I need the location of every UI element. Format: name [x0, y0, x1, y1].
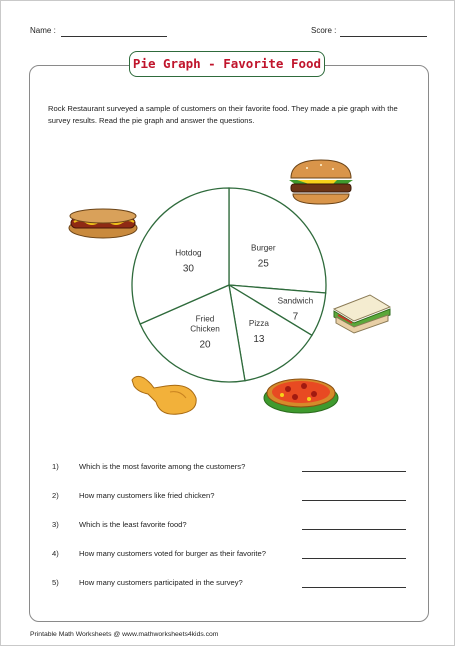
slice-category-label: Chicken	[190, 324, 220, 334]
question-number: 1)	[52, 462, 59, 471]
intro-text: Rock Restaurant surveyed a sample of customers on their favorite food. They made a pie graph with the survey results. Read the pie graph and answer the questions.	[48, 104, 398, 125]
sandwich-icon	[330, 291, 394, 337]
answer-line[interactable]	[302, 500, 406, 501]
question-number: 4)	[52, 549, 59, 558]
slice-category-label: Hotdog	[175, 248, 202, 258]
name-label: Name :	[30, 26, 56, 35]
score-label: Score :	[311, 26, 337, 35]
question-4	[52, 549, 408, 561]
slice-value-label: 13	[253, 334, 265, 346]
page-title: Pie Graph - Favorite Food	[129, 51, 325, 77]
slice-category-label: Pizza	[248, 319, 269, 329]
answer-line[interactable]	[302, 529, 406, 530]
question-5	[52, 578, 408, 590]
slice-value-label: 7	[292, 311, 299, 323]
fried-chicken-icon	[126, 372, 200, 418]
question-number: 2)	[52, 491, 59, 500]
hotdog-icon	[66, 206, 140, 240]
answer-line[interactable]	[302, 558, 406, 559]
slice-value-label: 20	[199, 339, 211, 351]
pie-slices	[132, 188, 326, 382]
answer-line[interactable]	[302, 471, 406, 472]
question-number: 3)	[52, 520, 59, 529]
slice-category-label: Fried	[195, 314, 215, 324]
question-text: Which is the most favorite among the customers?	[79, 462, 246, 471]
pizza-icon	[262, 372, 340, 416]
slice-category-label: Burger	[251, 243, 276, 253]
question-1	[52, 462, 408, 474]
question-text: How many customers voted for burger as their favorite?	[79, 549, 266, 558]
answer-line[interactable]	[302, 587, 406, 588]
question-text: How many customers like fried chicken?	[79, 491, 215, 500]
slice-value-label: 30	[182, 263, 194, 275]
question-3	[52, 520, 408, 532]
slice-value-label: 25	[257, 258, 269, 270]
question-text: How many customers participated in the survey?	[79, 578, 243, 587]
burger-icon	[287, 158, 355, 208]
question-2	[52, 491, 408, 503]
question-text: Which is the least favorite food?	[79, 520, 187, 529]
slice-category-label: Sandwich	[277, 296, 314, 306]
footer-credit: Printable Math Worksheets @ www.mathworksheets4kids.com	[30, 631, 219, 638]
question-number: 5)	[52, 578, 59, 587]
